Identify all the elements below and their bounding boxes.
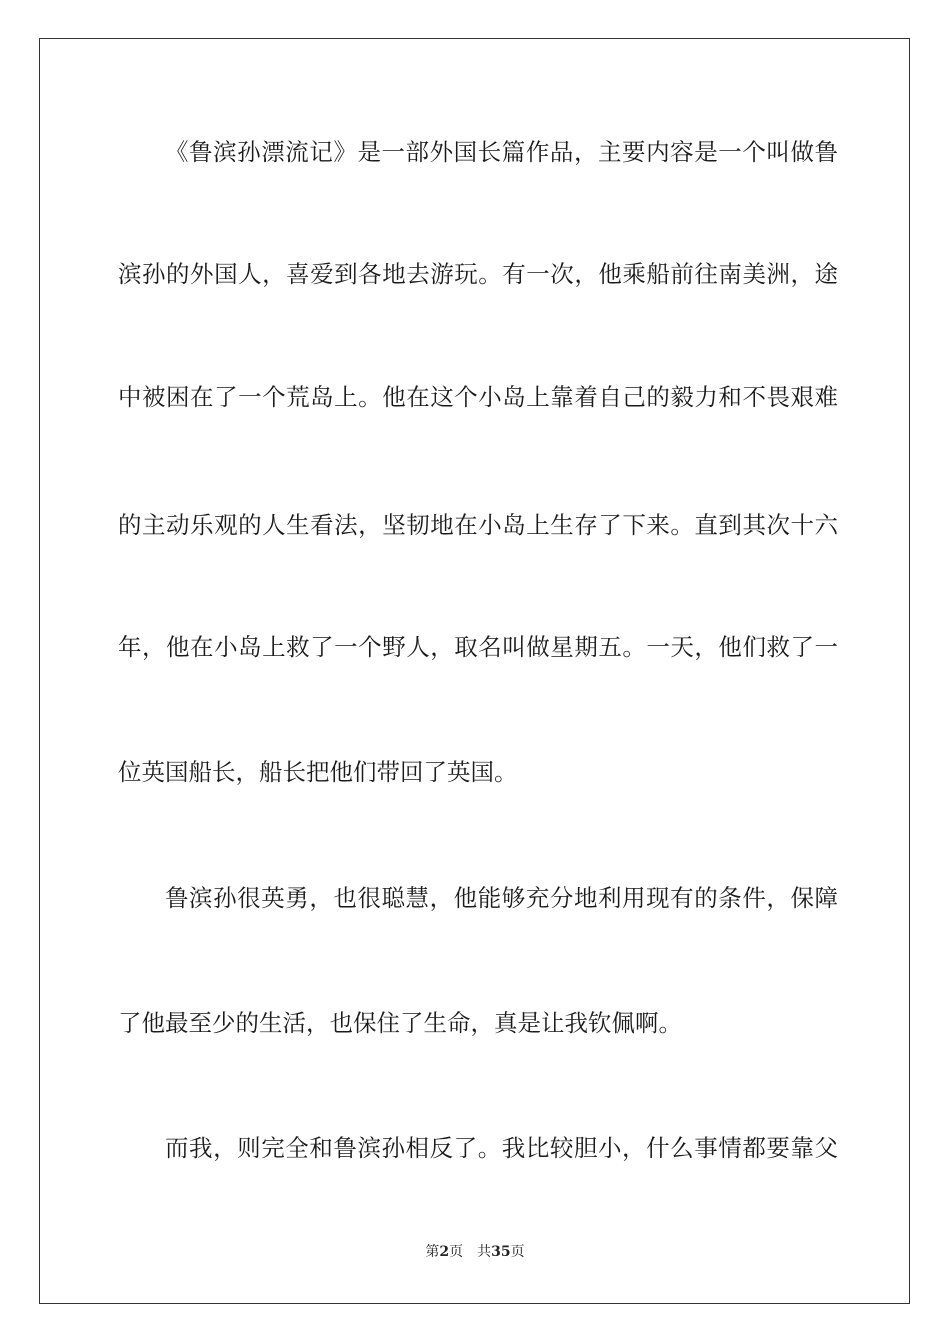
footer-page-prefix: 第 bbox=[425, 1244, 440, 1260]
paragraph-2-line-1: 鲁滨孙很英勇，也很聪慧，他能够充分地利用现有的条件，保障 bbox=[165, 884, 838, 912]
paragraph-1-line-2: 滨孙的外国人，喜爱到各地去游玩。有一次，他乘船前往南美洲，途 bbox=[118, 260, 838, 288]
paragraph-1-line-6: 位英国船长，船长把他们带回了英国。 bbox=[118, 758, 518, 786]
paragraph-2-line-2: 了他最至少的生活，也保住了生命，真是让我钦佩啊。 bbox=[118, 1009, 682, 1037]
footer-total-prefix: 共 bbox=[477, 1244, 492, 1260]
paragraph-1-line-3: 中被困在了一个荒岛上。他在这个小岛上靠着自己的毅力和不畏艰难 bbox=[118, 383, 838, 411]
footer-total-suffix: 页 bbox=[510, 1244, 525, 1260]
footer-total-pages: 35 bbox=[491, 1244, 511, 1260]
footer-page-suffix: 页 bbox=[449, 1244, 464, 1260]
page-border bbox=[39, 38, 910, 1304]
paragraph-3-line-1: 而我，则完全和鲁滨孙相反了。我比较胆小，什么事情都要靠父 bbox=[165, 1134, 838, 1162]
page-footer bbox=[0, 1243, 950, 1261]
paragraph-1-line-5: 年，他在小岛上救了一个野人，取名叫做星期五。一天，他们救了一 bbox=[118, 633, 838, 661]
paragraph-1-line-4: 的主动乐观的人生看法，坚韧地在小岛上生存了下来。直到其次十六 bbox=[118, 511, 838, 539]
paragraph-1-line-1: 《鲁滨孙漂流记》是一部外国长篇作品，主要内容是一个叫做鲁 bbox=[165, 138, 838, 166]
footer-page-number: 2 bbox=[439, 1244, 450, 1260]
